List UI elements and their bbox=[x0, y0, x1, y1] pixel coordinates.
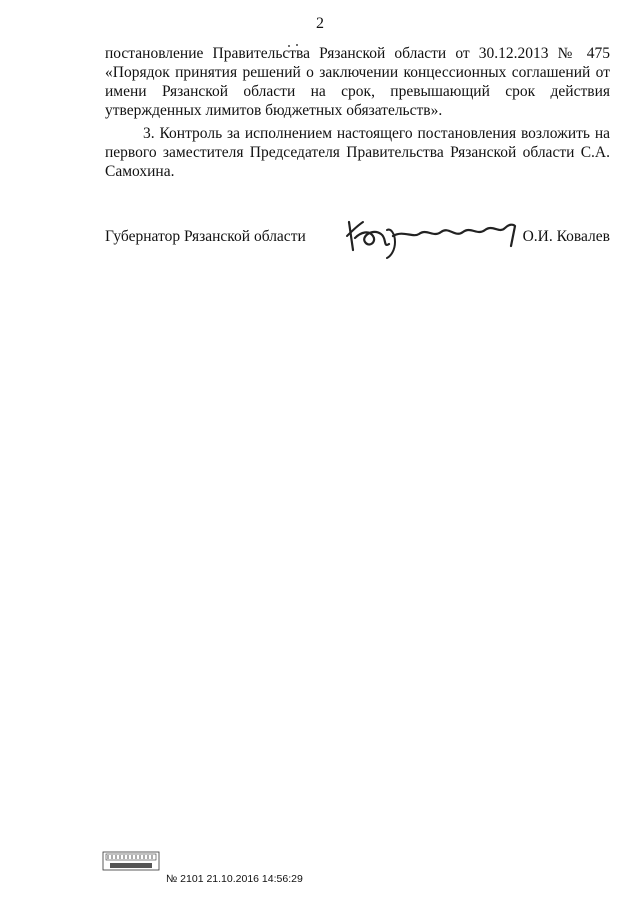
handwritten-signature bbox=[343, 212, 521, 260]
signature-block bbox=[105, 218, 610, 258]
paragraph-item-3: 3. Контроль за исполнением настоящего постановления возложить на первого заместителя Председателя Правительства Рязанской области С.А. Самохина. bbox=[105, 125, 610, 180]
document-body bbox=[105, 44, 610, 185]
electronic-document-stamp bbox=[102, 851, 160, 871]
signatory-name: О.И. Ковалев bbox=[522, 228, 610, 245]
registration-stamp: № 2101 21.10.2016 14:56:29 bbox=[166, 873, 303, 885]
page-number: 2 bbox=[316, 15, 324, 32]
paragraph-continued: постановление Правительства Рязанской области от 30.12.2013 № 475 «Порядок принятия решений о заключении концессионных соглашений от имени Рязанской области на срок, превышающий срок действия утвержденных лимитов бюджетных обязательств». bbox=[105, 45, 610, 119]
signatory-title: Губернатор Рязанской области bbox=[105, 228, 306, 245]
